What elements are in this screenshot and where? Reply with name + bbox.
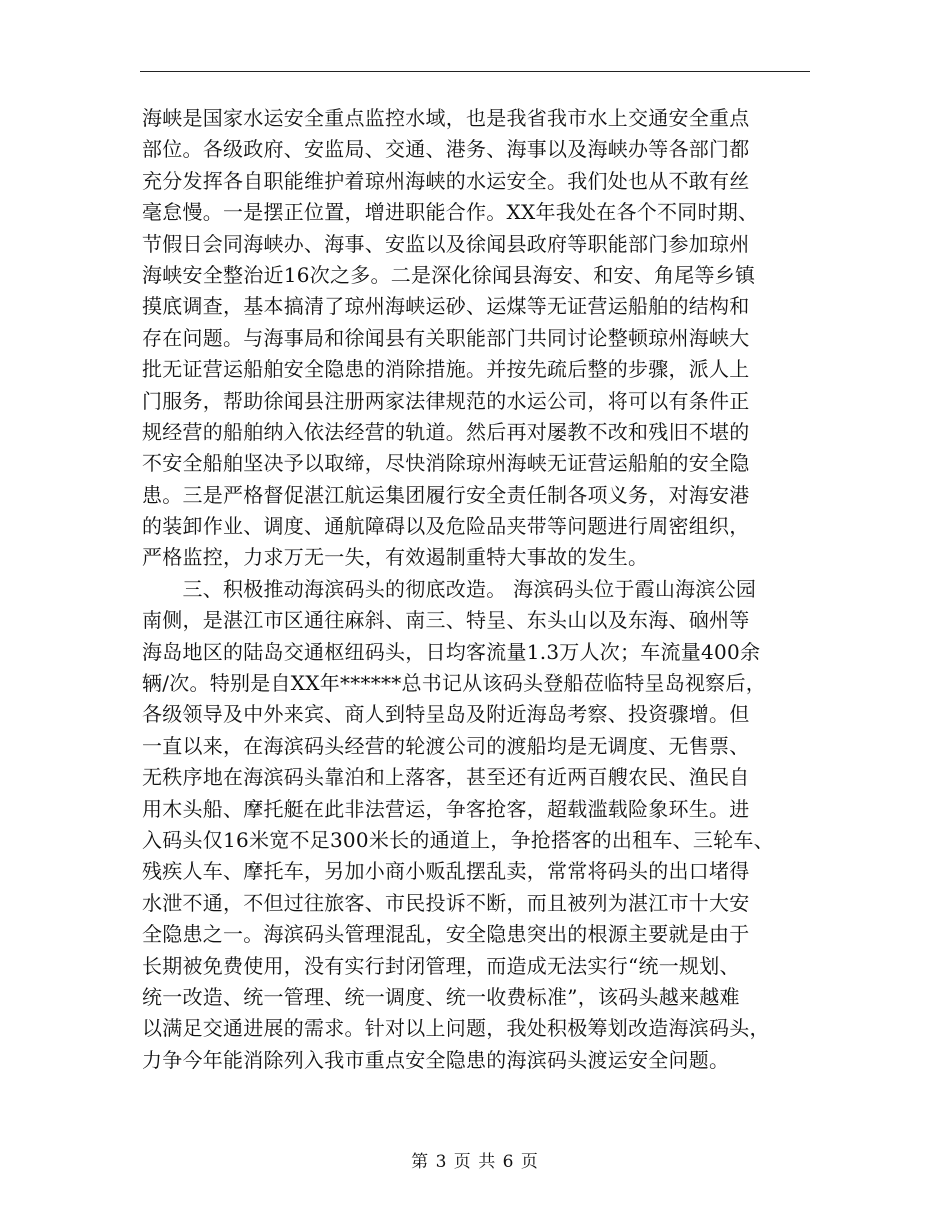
text-line: 水泄不通，不但过往旅客、市民投诉不断，而且被列为湛江市十大安 [142, 890, 750, 915]
text-line: 一直以来，在海滨码头经营的轮渡公司的渡船均是无调度、无售票、 [142, 733, 750, 758]
text-line: 残疾人车、摩托车，另加小商小贩乱摆乱卖，常常将码头的出口堵得 [142, 859, 750, 884]
text-line: 用木头船、摩托艇在此非法营运，争客抢客，超载滥载险象环生。进 [142, 796, 750, 821]
text-line: 南侧，是湛江市区通往麻斜、南三、特呈、东头山以及东海、硇州等 [142, 608, 750, 633]
text-line: 辆/次。特别是自XX年******总书记从该码头登船莅临特呈岛视察后， [142, 671, 766, 696]
text-line: 毫怠慢。一是摆正位置，增进职能合作。XX年我处在各个不同时期、 [142, 200, 759, 225]
text-line: 长期被免费使用，没有实行封闭管理，而造成无法实行“统一规划、 [142, 953, 740, 978]
text-line: 充分发挥各自职能维护着琼州海峡的水运安全。我们处也从不敢有丝 [142, 168, 750, 193]
section-heading-line: 三、积极推动海滨码头的彻底改造。 海滨码头位于霞山海滨公园 [142, 576, 757, 601]
text-line: 节假日会同海峡办、海事、安监以及徐闻县政府等职能部门参加琼州 [142, 231, 750, 256]
text-line: 门服务，帮助徐闻县注册两家法律规范的水运公司，将可以有条件正 [142, 388, 750, 413]
text-line: 摸底调查，基本搞清了琼州海峡运砂、运煤等无证营运船舶的结构和 [142, 294, 750, 319]
text-line: 全隐患之一。海滨码头管理混乱，安全隐患突出的根源主要就是由于 [142, 922, 750, 947]
text-line: 统一改造、统一管理、统一调度、统一收费标准”，该码头越来越难 [142, 984, 740, 1009]
text-line: 海岛地区的陆岛交通枢纽码头，日均客流量1.3万人次；车流量400余 [142, 639, 761, 664]
text-line: 海峡是国家水运安全重点监控水域，也是我省我市水上交通安全重点 [142, 106, 750, 130]
text-line: 不安全船舶坚决予以取缔，尽快消除琼州海峡无证营运船舶的安全隐 [142, 451, 750, 476]
text-line: 海峡安全整治近16次之多。二是深化徐闻县海安、和安、角尾等乡镇 [142, 262, 756, 287]
text-line: 批无证营运船舶安全隐患的消除措施。并按先疏后整的步骤，派人上 [142, 357, 750, 382]
text-line: 以满足交通进展的需求。针对以上问题，我处积极筹划改造海滨码头， [142, 1016, 770, 1041]
header-rule [140, 71, 810, 72]
text-line: 无秩序地在海滨码头靠泊和上落客，甚至还有近两百艘农民、渔民自 [142, 765, 750, 790]
text-line: 入码头仅16米宽不足300米长的通道上，争抢搭客的出租车、三轮车、 [142, 827, 774, 852]
text-line: 患。三是严格督促湛江航运集团履行安全责任制各项义务，对海安港 [142, 482, 750, 507]
page-number-footer: 第 3 页 共 6 页 [411, 1152, 539, 1172]
text-line: 严格监控，力求万无一失，有效遏制重特大事故的发生。 [142, 545, 649, 570]
text-line: 的装卸作业、调度、通航障碍以及危险品夹带等问题进行周密组织， [142, 514, 750, 539]
text-line: 存在问题。与海事局和徐闻县有关职能部门共同讨论整顿琼州海峡大 [142, 325, 750, 350]
body-text [142, 103, 820, 1076]
text-line: 部位。各级政府、安监局、交通、港务、海事以及海峡办等各部门都 [142, 137, 750, 162]
text-line: 力争今年能消除列入我市重点安全隐患的海滨码头渡运安全问题。 [142, 1047, 730, 1072]
text-line: 规经营的船舶纳入依法经营的轨道。然后再对屡教不改和残旧不堪的 [142, 419, 750, 444]
text-line: 各级领导及中外来宾、商人到特呈岛及附近海岛考察、投资骤增。但 [142, 702, 750, 727]
